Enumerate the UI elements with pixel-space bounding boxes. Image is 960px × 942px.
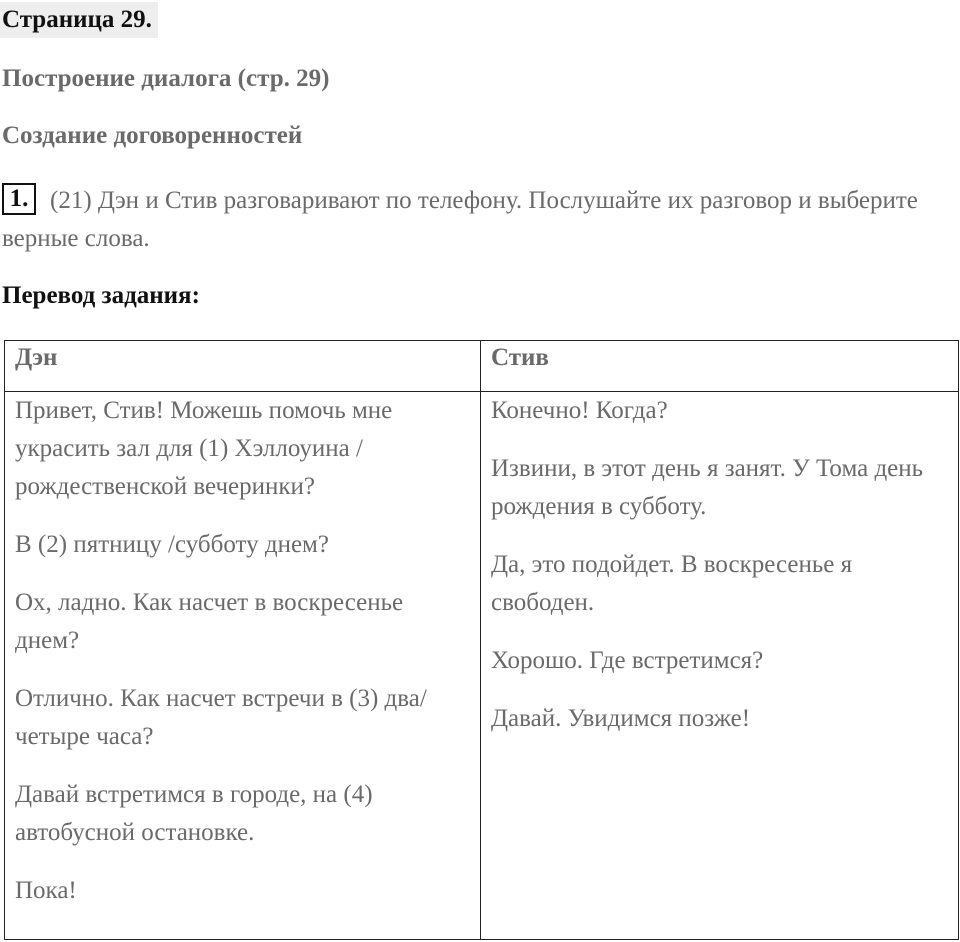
page-title: Страница 29. [0,2,158,38]
section-heading: Построение диалога (стр. 29) [2,65,330,92]
steve-line: Давай. Увидимся позже! [491,705,751,732]
task-text: (21) Дэн и Стив разговаривают по телефону. Послушайте их разговор и выберите верные слова. [2,187,918,252]
steve-line: Хорошо. Где встретимся? [491,647,764,674]
steve-line: Извини, в этот день я занят. У Тома день рождения в субботу. [491,455,924,520]
table-header-row [5,341,959,392]
steve-line: Да, это подойдет. В воскресенье я свободен. [491,551,853,616]
dan-lines-cell [5,392,481,940]
column-header-steve: Стив [481,341,959,392]
dan-line: Давай встретимся в городе, на (4) автобусной остановке. [15,781,373,846]
dialog-table [4,340,959,940]
steve-lines-cell [481,392,959,940]
dan-line: Привет, Стив! Можешь помочь мне украсить зал для (1) Хэллоуина / рождественской вечеринки? [15,397,393,500]
dan-line: В (2) пятницу /субботу днем? [15,531,329,558]
translation-label: Перевод задания: [2,282,200,309]
dan-line: Отлично. Как насчет встречи в (3) два/четыре часа? [15,685,427,750]
column-header-dan: Дэн [5,341,481,392]
table-row [5,392,959,940]
dan-line: Ох, ладно. Как насчет в воскресенье днем? [15,589,404,654]
steve-line: Конечно! Когда? [491,397,668,424]
task-number-badge: 1. [2,183,36,215]
dan-line: Пока! [15,877,77,904]
task-instruction [2,182,947,258]
subsection-heading: Создание договоренностей [2,122,303,149]
